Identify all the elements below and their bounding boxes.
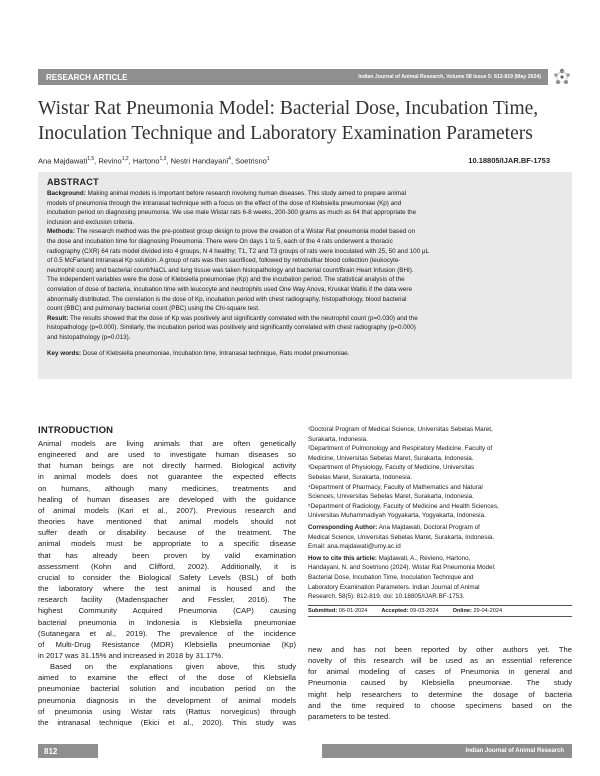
- author-name: Ana Majdawati: [38, 156, 88, 166]
- body-line: suffer death or disability because of the treatment. The: [38, 528, 296, 538]
- body-line: engineered and are used to investigate human diseases so: [38, 450, 296, 460]
- body-line: theories have mentioned that animal models should not: [38, 517, 296, 527]
- corresponding-line: Medical Science, Universitas Sebelas Maret, Surakarta, Indonesia.: [308, 533, 495, 541]
- abstract-background: [47, 189, 563, 227]
- affiliation-line: ³Department of Physiology, Faculty of Medicine, Universitas: [308, 464, 475, 472]
- body-line: parameters to be tested.: [308, 711, 391, 721]
- author-name: Nestri Handayani: [170, 156, 229, 166]
- abstract-line: inclusion and exclusion criteria.: [47, 218, 135, 226]
- body-line: in 2017 was 31.15% and increased in 2018 by 31.17%.: [38, 650, 224, 660]
- abstract-line: The independent variables were the dose of Klebsiella pneumoniae (Kp) and the incubation period. The statistical analysis of the: [47, 276, 405, 284]
- body-line: that human beings are not directly harmed. Biological activity: [38, 461, 296, 471]
- section-label: RESEARCH ARTICLE: [46, 72, 128, 82]
- body-line: that has already been proven by valid examination: [38, 550, 296, 560]
- abstract-line: neutrophil count) and bacterial count/NaCL and lung tissue was taken histopathology and bacterial count/Brain Heart Infusion (BHI).: [47, 266, 414, 274]
- body-line: highest Community Acquired Pneumonia (CAP) causing: [38, 606, 296, 616]
- abstract-line: radiography (CXR) 64 rats model divided into 4 groups, N 4 healthy; T1, T2 and T3 groups of rats were inoculated with 25, 50 and 100 μL: [47, 247, 430, 255]
- abstract-line: count (BBC) and pulmonary bacterial count (PBC) using the Chi-square test.: [47, 305, 260, 313]
- affiliation-line: Universitas Muhammadiyah Yogyakarta, Yogyakarta, Indonesia.: [308, 512, 486, 520]
- abstract-line: abnormally distributed. The correlation is the dose of Kp, incubation period with chest radiography, histopathology, blood bacterial: [47, 295, 407, 303]
- body-line: for animal modeling of cases of Pneumonia in general and: [308, 667, 572, 677]
- citation-text: Majdawati, A., Revieno, Hartono,: [376, 554, 471, 562]
- body-line: animal models must be appropriate to a specific disease: [38, 539, 296, 549]
- abstract-result: [47, 314, 563, 343]
- body-line: aimed to examine the effect of the dose of Klebsiella: [38, 673, 296, 683]
- author-name: Revino: [98, 156, 122, 166]
- citation-line: Research. 58(5): 812-819. doi: 10.18805/IJAR.BF-1753.: [308, 593, 465, 601]
- abstract-line: models of pneumonia through the intranasal technique with a focus on the effect of the dose of Klebsiella pneumoniae (Kp) and: [47, 199, 402, 207]
- journal-logo-icon: [551, 66, 573, 88]
- accepted-label: Accepted:: [381, 607, 409, 614]
- author-name: Soetrisno: [235, 156, 267, 166]
- keywords-label: Key words:: [47, 349, 81, 357]
- abstract-line: [47, 189, 563, 199]
- body-line: Based on the explanations given above, this study: [50, 662, 296, 672]
- author-list: Ana Majdawati$^{1,5}$, Revino$^{1,2}$, Hartono$^{1,3}$, Nestri Handayani$^4$, Soetrisno$^1$: [38, 156, 270, 166]
- body-line: Pneumonia caused by Klebsiella pneumoniae. The study: [308, 678, 572, 688]
- submitted-label: Submitted:: [308, 607, 338, 614]
- article-title: [38, 96, 568, 146]
- abstract-line: correlation of dose of bacteria, incubation time with leucocyte and neutrophils used One Way Anova, Kruskal Wallis if the data were: [47, 285, 412, 293]
- body-line: novelty of this research will be used as an essential reference: [308, 656, 572, 666]
- abstract-line: [47, 227, 563, 237]
- body-line: pneumonia diagnosis in the development of animal models: [38, 695, 296, 705]
- corresponding-label: Corresponding Author:: [308, 523, 378, 531]
- affiliation-line: ⁴Department of Pharmacy, Faculty of Mathematics and Natural: [308, 483, 483, 491]
- body-line: on humans, although many medicines, treatments and: [38, 483, 296, 493]
- corresponding-text: Ana Majdawati, Doctoral Program of: [377, 523, 480, 531]
- citation: [308, 554, 572, 602]
- author-affiliation: 4: [228, 156, 231, 162]
- result-label: Result:: [47, 314, 69, 322]
- abstract-line: histopathology (p=0.000). Similarly, the incubation period was positively and significantly correlated with chest radiography (p=0.000): [47, 324, 416, 332]
- affiliation-line: ¹Doctoral Program of Medical Science, Universitas Sebelas Maret,: [308, 426, 493, 433]
- journal-info: Indian Journal of Animal Research, Volume 58 Issue 5: 812-819 (May 2024): [358, 74, 541, 80]
- accepted-value: 09-03-2024: [408, 607, 439, 614]
- body-line: assessment (Kohn and Clifford, 2002). Additionally, it is: [38, 561, 296, 571]
- page-number: 812: [38, 744, 98, 758]
- author-affiliation: 1,5: [87, 156, 95, 162]
- keywords-text: Dose of Klebsiella pneumoniae, Incubation time, Intranasal technique, Rats model pneumoniae.: [80, 349, 350, 357]
- abstract-text: Making animal models is important before research involving human diseases. This study aimed to prepare animal: [85, 190, 406, 197]
- body-line: in animal models does not guarantee the expected effects: [38, 472, 296, 482]
- abstract-heading: ABSTRACT: [47, 177, 99, 187]
- left-column: [38, 425, 296, 728]
- body-line: and the time required to choose specimens based on the: [308, 700, 572, 710]
- cite-label: How to cite this article:: [308, 554, 377, 562]
- body-line: bacterial pneumonia in Indonesia is Klebsiella pneumoniae: [38, 617, 296, 627]
- abstract-line: [47, 314, 563, 324]
- online-value: 29-04-2024: [471, 607, 503, 614]
- journal-header-bar: [38, 69, 548, 85]
- body-line: new and has not been reported by other authors yet. The: [308, 645, 572, 654]
- body-line: the intranasal technique (Ekici et al., 2020). This study was: [38, 717, 296, 727]
- corresponding-line: [308, 523, 572, 533]
- abstract-methods: [47, 227, 563, 313]
- author-affiliation: 1,2: [121, 156, 129, 162]
- online-label: Online:: [452, 607, 472, 614]
- footer-journal-name: Indian Journal of Animal Research: [322, 744, 572, 758]
- abstract-line: and histopathology (p=0.013).: [47, 333, 131, 341]
- corresponding-email[interactable]: Email: ana.majdawati@umy.ac.id: [308, 543, 401, 551]
- online-date: [453, 608, 502, 614]
- article-dates: [308, 605, 572, 617]
- right-body-text: [308, 644, 572, 722]
- affiliation-line: ⁵Department of Radiology, Faculty of Medicine and Health Sciences,: [308, 502, 499, 510]
- body-line: research facility (Madenspacher and Fessler, 2016). The: [38, 595, 296, 605]
- keywords: [47, 349, 563, 359]
- title-line: Wistar Rat Pneumonia Model: Bacterial Dose, Incubation Time,: [38, 98, 539, 119]
- submitted-value: 06-01-2024: [337, 607, 368, 614]
- abstract-line: incubation period on diagnosing pneumonia. We use male Wistar rats 6-8 weeks, 200-300 grams as much as 64 that appropriate the: [47, 209, 417, 217]
- corresponding-author: [308, 523, 572, 552]
- accepted-date: [381, 608, 438, 614]
- body-line: of animal models (Kari et al., 2007). Previous research and: [38, 505, 296, 515]
- body-line: of pneumonia using Wistar rats (Rattus norvegicus) through: [38, 706, 296, 716]
- abstract-line: the dose and incubation time for diagnosing Pneumonia. There were On days 1 to 5, each of the 4 rats underwent a thoracic: [47, 237, 393, 245]
- body-line: healing of human diseases are developed with the guidance: [38, 494, 296, 504]
- body-line: of Multi-Drug Resistance (MDR) Klebsiella pneumoniae (Kp): [38, 639, 296, 649]
- affiliation-line: Medicine, Universitas Sebelas Maret, Surakarta, Indonesia.: [308, 454, 474, 462]
- introduction-paragraph-2: [38, 661, 296, 728]
- affiliation-line: ²Department of Pulmonology and Respiratory Medicine, Faculty of: [308, 445, 493, 453]
- abstract-box: [38, 172, 572, 379]
- body-line: the laboratory where the test animal is housed and the: [38, 584, 296, 594]
- title-line: Inoculation Technique and Laboratory Examination Parameters: [38, 123, 533, 144]
- right-column: [308, 425, 572, 721]
- abstract-text: The research method was the pre-posttest group design to prove the creation of a Wistar Rat pneumonia model based on: [74, 228, 416, 236]
- citation-line: Handayani, N. and Soetrisno (2024). Wistar Rat Pneumonia Model:: [308, 564, 496, 572]
- body-line: (Sutanegara et al., 2019). The prevalence of the incidence: [38, 628, 296, 638]
- abstract-line: of 0.5 McFarland intranasal Kp solution. A group of rats was then sacrificed, followed by retrobulbar blood collection (leukocyte-: [47, 257, 401, 265]
- introduction-heading: INTRODUCTION: [38, 425, 114, 436]
- body-line: pneumoniae bacterial solution and incubation period on the: [38, 684, 296, 694]
- author-affiliation: 1,3: [159, 156, 167, 162]
- affiliation-line: Sebelas Maret, Surakarta, Indonesia.: [308, 473, 412, 481]
- affiliation-line: Surakarta, Indonesia.: [308, 435, 368, 443]
- abstract-text: The results showed that the dose of Kp was positively and significantly correlated with the neutrophil count (p=0.030) and the: [68, 314, 418, 322]
- author-name: Hartono: [132, 156, 160, 166]
- citation-line: Bacterial Dose, Incubation Time, Inoculation Technique and: [308, 573, 474, 581]
- author-affiliation: 1: [266, 156, 270, 162]
- citation-line: [308, 554, 572, 564]
- methods-label: Methods:: [47, 228, 75, 236]
- submitted-date: [308, 608, 367, 614]
- affiliations: [308, 425, 572, 521]
- background-label: Background:: [47, 190, 86, 197]
- body-line: Animal models are living animals that are often genetically: [38, 439, 296, 448]
- introduction-paragraph-1: [38, 438, 296, 661]
- doi: 10.18805/IJAR.BF-1753: [468, 156, 550, 165]
- citation-line: Laboratory Examination Parameters. Indian Journal of Animal: [308, 583, 480, 591]
- body-line: crucial to consider the Biological Safety Levels (BSL) of both: [38, 572, 296, 582]
- affiliation-line: Sciences, Universitas Sebelas Maret, Surakarta, Indonesia.: [308, 493, 474, 501]
- body-line: might help researchers to determine the dosage of bacteria: [308, 689, 572, 699]
